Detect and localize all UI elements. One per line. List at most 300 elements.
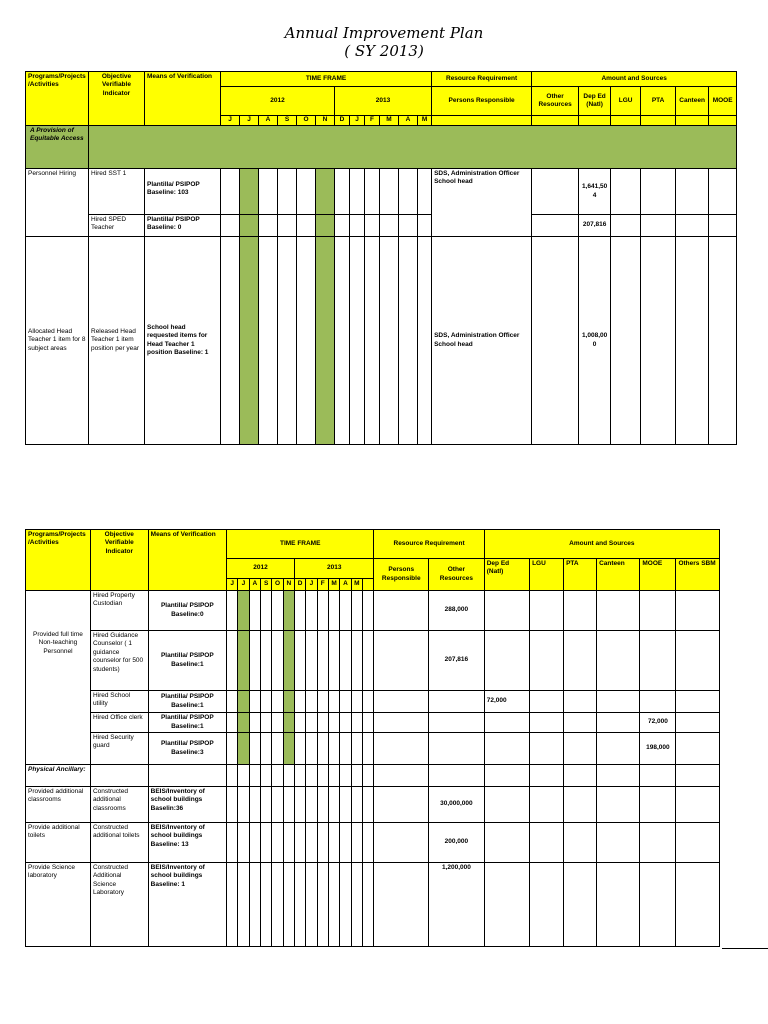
month-cell (340, 823, 351, 863)
blank-cell (90, 765, 148, 787)
month-cell (362, 591, 374, 631)
month-label: A (249, 579, 260, 591)
month-cell (238, 765, 249, 787)
month-cell (306, 787, 317, 823)
month-label: D (335, 116, 350, 126)
deped-cell (484, 631, 529, 691)
month-cell (328, 591, 339, 631)
month-cell-active (283, 713, 294, 733)
month-cell-active (240, 169, 259, 215)
month-cell (351, 863, 362, 947)
header-deped: Dep Ed (Natl) (579, 87, 611, 116)
month-cell (365, 169, 380, 215)
month-cell (317, 591, 328, 631)
pta-cell (641, 169, 676, 215)
lgu-cell (611, 169, 641, 215)
header-means: Means of Verification (148, 530, 226, 591)
objective-cell: Hired SST 1 (89, 169, 145, 215)
month-cell (335, 169, 350, 215)
month-cell (294, 733, 305, 765)
other-cell: 207,816 (429, 631, 485, 691)
lgu-cell (530, 863, 564, 947)
month-cell (238, 863, 249, 947)
page-title: Annual Improvement Plan (284, 24, 484, 42)
month-cell (259, 215, 278, 237)
month-cell (294, 863, 305, 947)
month-cell (227, 823, 238, 863)
month-cell (351, 733, 362, 765)
header-year-2012: 2012 (221, 87, 335, 116)
month-cell (227, 691, 238, 713)
header-year-2012: 2012 (227, 559, 295, 579)
means-cell: Plantilla/ PSIPOP Baseline:3 (148, 733, 226, 765)
objective-cell: Released Head Teacher 1 item position per year (89, 237, 145, 445)
month-cell (272, 691, 283, 713)
canteen-cell (676, 215, 709, 237)
program-cell: Provided additional classrooms (26, 787, 91, 823)
mooe-cell (640, 765, 676, 787)
month-cell-active (238, 631, 249, 691)
mooe-cell (709, 237, 737, 445)
month-cell (335, 237, 350, 445)
means-cell: BEIS/Inventory of school buildings Baseline: 13 (148, 823, 226, 863)
mooe-cell (640, 863, 676, 947)
other-cell: 288,000 (429, 591, 485, 631)
pta-cell (564, 787, 597, 823)
month-cell (328, 733, 339, 765)
month-cell (227, 765, 238, 787)
header-blank (611, 116, 641, 126)
canteen-cell (597, 691, 640, 713)
other-cell (429, 765, 485, 787)
month-cell (351, 823, 362, 863)
means-cell: Plantilla/ PSIPOP Baseline:1 (148, 691, 226, 713)
deped-cell (484, 713, 529, 733)
deped-cell (484, 765, 529, 787)
month-cell (260, 691, 271, 713)
month-cell (283, 765, 294, 787)
month-cell (335, 215, 350, 237)
month-cell (221, 237, 240, 445)
means-cell: Plantilla/ PSIPOP Baseline: 0 (145, 215, 221, 237)
header-mooe: MOOE (709, 87, 737, 116)
mooe-cell (640, 691, 676, 713)
month-cell (260, 863, 271, 947)
month-cell (260, 733, 271, 765)
month-cell-active (238, 733, 249, 765)
persons-cell (374, 691, 429, 713)
canteen-cell (597, 823, 640, 863)
month-cell (418, 237, 432, 445)
canteen-cell (597, 863, 640, 947)
month-cell (221, 169, 240, 215)
mooe-cell (640, 591, 676, 631)
blank-cell (148, 765, 226, 787)
month-cell (272, 591, 283, 631)
month-cell (328, 863, 339, 947)
header-time-frame: TIME FRAME (227, 530, 374, 559)
month-cell (283, 823, 294, 863)
objective-cell: Constructed additional classrooms (90, 787, 148, 823)
program-cell: Allocated Head Teacher 1 item for 8 subject areas (26, 237, 89, 445)
month-cell (260, 591, 271, 631)
month-cell (249, 691, 260, 713)
month-cell (340, 591, 351, 631)
month-cell (350, 169, 365, 215)
month-cell (260, 631, 271, 691)
header-year-2013: 2013 (335, 87, 432, 116)
others-cell (676, 823, 720, 863)
month-cell (317, 823, 328, 863)
other-cell (532, 215, 579, 237)
month-cell (306, 591, 317, 631)
other-cell: 1,200,000 (429, 863, 485, 947)
other-cell (532, 237, 579, 445)
pta-cell (641, 237, 676, 445)
month-label: S (260, 579, 271, 591)
month-cell (365, 215, 380, 237)
header-pta: PTA (641, 87, 676, 116)
pta-cell (564, 591, 597, 631)
mooe-cell (709, 215, 737, 237)
mooe-cell: 72,000 (640, 713, 676, 733)
header-blank (709, 116, 737, 126)
month-cell (227, 591, 238, 631)
month-cell (272, 733, 283, 765)
month-cell (249, 631, 260, 691)
header-blank (532, 116, 579, 126)
month-cell (418, 169, 432, 215)
lgu-cell (611, 237, 641, 445)
month-cell (317, 787, 328, 823)
lgu-cell (530, 765, 564, 787)
section-fill (89, 126, 737, 169)
header-canteen: Canteen (676, 87, 709, 116)
deped-cell: 1,008,000 (579, 237, 611, 445)
mooe-cell (640, 823, 676, 863)
month-cell (272, 787, 283, 823)
month-cell (294, 787, 305, 823)
month-cell (340, 713, 351, 733)
lgu-cell (530, 691, 564, 713)
canteen-cell (597, 765, 640, 787)
objective-cell: Hired SPED Teacher (89, 215, 145, 237)
month-cell (380, 215, 399, 237)
canteen-cell (597, 787, 640, 823)
month-cell (260, 787, 271, 823)
others-cell (676, 765, 720, 787)
month-cell (351, 765, 362, 787)
header-canteen: Canteen (597, 559, 640, 591)
header-blank (676, 116, 709, 126)
month-cell-active (283, 733, 294, 765)
month-cell (351, 691, 362, 713)
month-cell (328, 787, 339, 823)
month-cell (399, 237, 418, 445)
month-cell (340, 733, 351, 765)
persons-cell (374, 713, 429, 733)
other-cell (429, 733, 485, 765)
month-cell (249, 787, 260, 823)
month-cell-active (316, 215, 335, 237)
objective-cell: Hired Guidance Counselor ( 1 guidance counselor for 500 students) (90, 631, 148, 691)
month-label: A (399, 116, 418, 126)
month-cell (297, 169, 316, 215)
others-cell (676, 631, 720, 691)
month-label: M (380, 116, 399, 126)
month-cell (350, 215, 365, 237)
lgu-cell (530, 591, 564, 631)
means-cell: Plantilla/ PSIPOP Baseline: 103 (145, 169, 221, 215)
month-cell (272, 823, 283, 863)
pta-cell (564, 733, 597, 765)
lgu-cell (530, 823, 564, 863)
header-other: Other Resources (429, 559, 485, 591)
canteen-cell (676, 169, 709, 215)
others-cell (676, 863, 720, 947)
month-cell (317, 863, 328, 947)
month-cell (294, 713, 305, 733)
month-cell-active (316, 169, 335, 215)
month-cell-active (240, 237, 259, 445)
objective-cell: Hired Security guard (90, 733, 148, 765)
month-label: N (316, 116, 335, 126)
month-cell (317, 713, 328, 733)
objective-cell: Constructed additional toilets (90, 823, 148, 863)
month-label: F (317, 579, 328, 591)
lgu-cell (530, 713, 564, 733)
header-programs: Programs/Projects /Activities (26, 72, 89, 126)
month-cell (362, 733, 374, 765)
month-cell-active (238, 713, 249, 733)
month-cell (362, 713, 374, 733)
header-mooe: MOOE (640, 559, 676, 591)
month-cell (260, 823, 271, 863)
month-cell-active (238, 691, 249, 713)
month-label: J (350, 116, 365, 126)
header-objective: Objective Verifiable Indicator (90, 530, 148, 591)
month-cell (340, 631, 351, 691)
canteen-cell (597, 631, 640, 691)
month-cell (340, 787, 351, 823)
header-lgu: LGU (611, 87, 641, 116)
month-cell (362, 765, 374, 787)
header-blank (579, 116, 611, 126)
month-cell (294, 631, 305, 691)
month-cell (294, 823, 305, 863)
month-label: J (238, 579, 249, 591)
month-label: J (221, 116, 240, 126)
month-cell (260, 713, 271, 733)
section-equitable-access: A Provision of Equitable Access (26, 126, 89, 169)
mooe-cell (640, 787, 676, 823)
persons-cell: SDS, Administration Officer School head (432, 169, 532, 237)
month-cell (249, 733, 260, 765)
month-cell (297, 237, 316, 445)
objective-cell: Constructed Additional Science Laboratory (90, 863, 148, 947)
month-label: D (294, 579, 305, 591)
month-label: N (283, 579, 294, 591)
other-cell: 30,000,000 (429, 787, 485, 823)
month-cell (351, 787, 362, 823)
month-cell (362, 823, 374, 863)
deped-cell (484, 823, 529, 863)
month-cell (362, 631, 374, 691)
month-cell-active (283, 631, 294, 691)
month-cell (328, 765, 339, 787)
month-cell (328, 713, 339, 733)
header-lgu: LGU (530, 559, 564, 591)
month-cell (278, 169, 297, 215)
month-cell (249, 713, 260, 733)
month-cell (227, 631, 238, 691)
header-amount: Amount and Sources (532, 72, 737, 87)
month-cell (317, 733, 328, 765)
other-cell (429, 713, 485, 733)
deped-cell: 72,000 (484, 691, 529, 713)
header-programs: Programs/Projects /Activities (26, 530, 91, 591)
month-cell (249, 863, 260, 947)
pta-cell (564, 631, 597, 691)
month-cell (380, 169, 399, 215)
month-label: M (418, 116, 432, 126)
persons-cell (374, 787, 429, 823)
other-cell (429, 691, 485, 713)
canteen-cell (597, 713, 640, 733)
month-cell (306, 733, 317, 765)
month-label: A (340, 579, 351, 591)
deped-cell (484, 787, 529, 823)
lgu-cell (530, 733, 564, 765)
month-cell (283, 863, 294, 947)
month-label: O (297, 116, 316, 126)
month-cell (317, 691, 328, 713)
pta-cell (564, 713, 597, 733)
means-cell: BEIS/Inventory of school buildings Baselin:36 (148, 787, 226, 823)
month-label: S (278, 116, 297, 126)
pta-cell (641, 215, 676, 237)
lgu-cell (611, 215, 641, 237)
month-cell (362, 691, 374, 713)
mooe-cell (640, 631, 676, 691)
mooe-cell: 198,000 (640, 733, 676, 765)
month-label: J (306, 579, 317, 591)
means-cell: Plantilla/ PSIPOP Baseline:1 (148, 713, 226, 733)
month-cell (221, 215, 240, 237)
month-label: M (351, 579, 362, 591)
month-cell (317, 765, 328, 787)
improvement-plan-table-2 (25, 529, 720, 947)
header-other: Other Resources (532, 87, 579, 116)
others-cell (676, 733, 720, 765)
mooe-cell (709, 169, 737, 215)
month-cell (227, 787, 238, 823)
header-blank (432, 116, 532, 126)
others-cell (676, 591, 720, 631)
month-label: A (259, 116, 278, 126)
header-means: Means of Verification (145, 72, 221, 126)
month-cell (380, 237, 399, 445)
month-label: M (328, 579, 339, 591)
month-cell (283, 787, 294, 823)
month-cell (328, 823, 339, 863)
canteen-cell (676, 237, 709, 445)
means-cell: School head requested items for Head Teacher 1 position Baseline: 1 (145, 237, 221, 445)
persons-cell (374, 631, 429, 691)
month-cell (306, 765, 317, 787)
month-cell (297, 215, 316, 237)
month-cell-active (240, 215, 259, 237)
month-cell (272, 863, 283, 947)
page-subtitle: ( SY 2013) (344, 42, 424, 60)
month-cell-active (316, 237, 335, 445)
month-cell (306, 713, 317, 733)
month-label-blank (362, 579, 374, 591)
persons-cell (374, 733, 429, 765)
persons-cell (374, 591, 429, 631)
month-cell (260, 765, 271, 787)
program-cell: Provided full time Non-teaching Personnel (26, 591, 91, 765)
pta-cell (564, 691, 597, 713)
month-cell (365, 237, 380, 445)
month-cell (340, 765, 351, 787)
header-year-2013: 2013 (294, 559, 373, 579)
month-cell (294, 765, 305, 787)
month-cell-active (283, 591, 294, 631)
deped-cell: 1,641,504 (579, 169, 611, 215)
header-resource: Resource Requirement (374, 530, 484, 559)
improvement-plan-table-1 (25, 71, 737, 445)
month-cell (306, 863, 317, 947)
deped-cell (484, 863, 529, 947)
month-cell (249, 765, 260, 787)
month-cell-active (238, 591, 249, 631)
program-cell: Provide Science laboratory (26, 863, 91, 947)
deped-cell (484, 733, 529, 765)
month-cell (238, 787, 249, 823)
others-cell (676, 787, 720, 823)
header-persons: Persons Responsible (432, 87, 532, 116)
objective-cell: Hired Office clerk (90, 713, 148, 733)
pta-cell (564, 863, 597, 947)
header-pta: PTA (564, 559, 597, 591)
month-cell (278, 215, 297, 237)
month-cell (351, 591, 362, 631)
deped-cell: 207,816 (579, 215, 611, 237)
month-cell (306, 631, 317, 691)
program-cell: Provide additional toilets (26, 823, 91, 863)
month-cell (340, 691, 351, 713)
month-label: F (365, 116, 380, 126)
means-cell: Plantilla/ PSIPOP Baseline:0 (148, 591, 226, 631)
pta-cell (564, 765, 597, 787)
month-cell (418, 215, 432, 237)
section-physical-ancillary: Physical Ancillary: (26, 765, 91, 787)
header-others-sbm: Others SBM (676, 559, 720, 591)
month-label: O (272, 579, 283, 591)
month-cell (249, 823, 260, 863)
month-cell (399, 169, 418, 215)
header-blank (641, 116, 676, 126)
month-cell (306, 691, 317, 713)
month-label: J (240, 116, 259, 126)
persons-cell (374, 823, 429, 863)
persons-cell: SDS, Administration Officer School head (432, 237, 532, 445)
month-cell (227, 733, 238, 765)
month-cell (306, 823, 317, 863)
month-cell (294, 691, 305, 713)
header-resource: Resource Requirement (432, 72, 532, 87)
